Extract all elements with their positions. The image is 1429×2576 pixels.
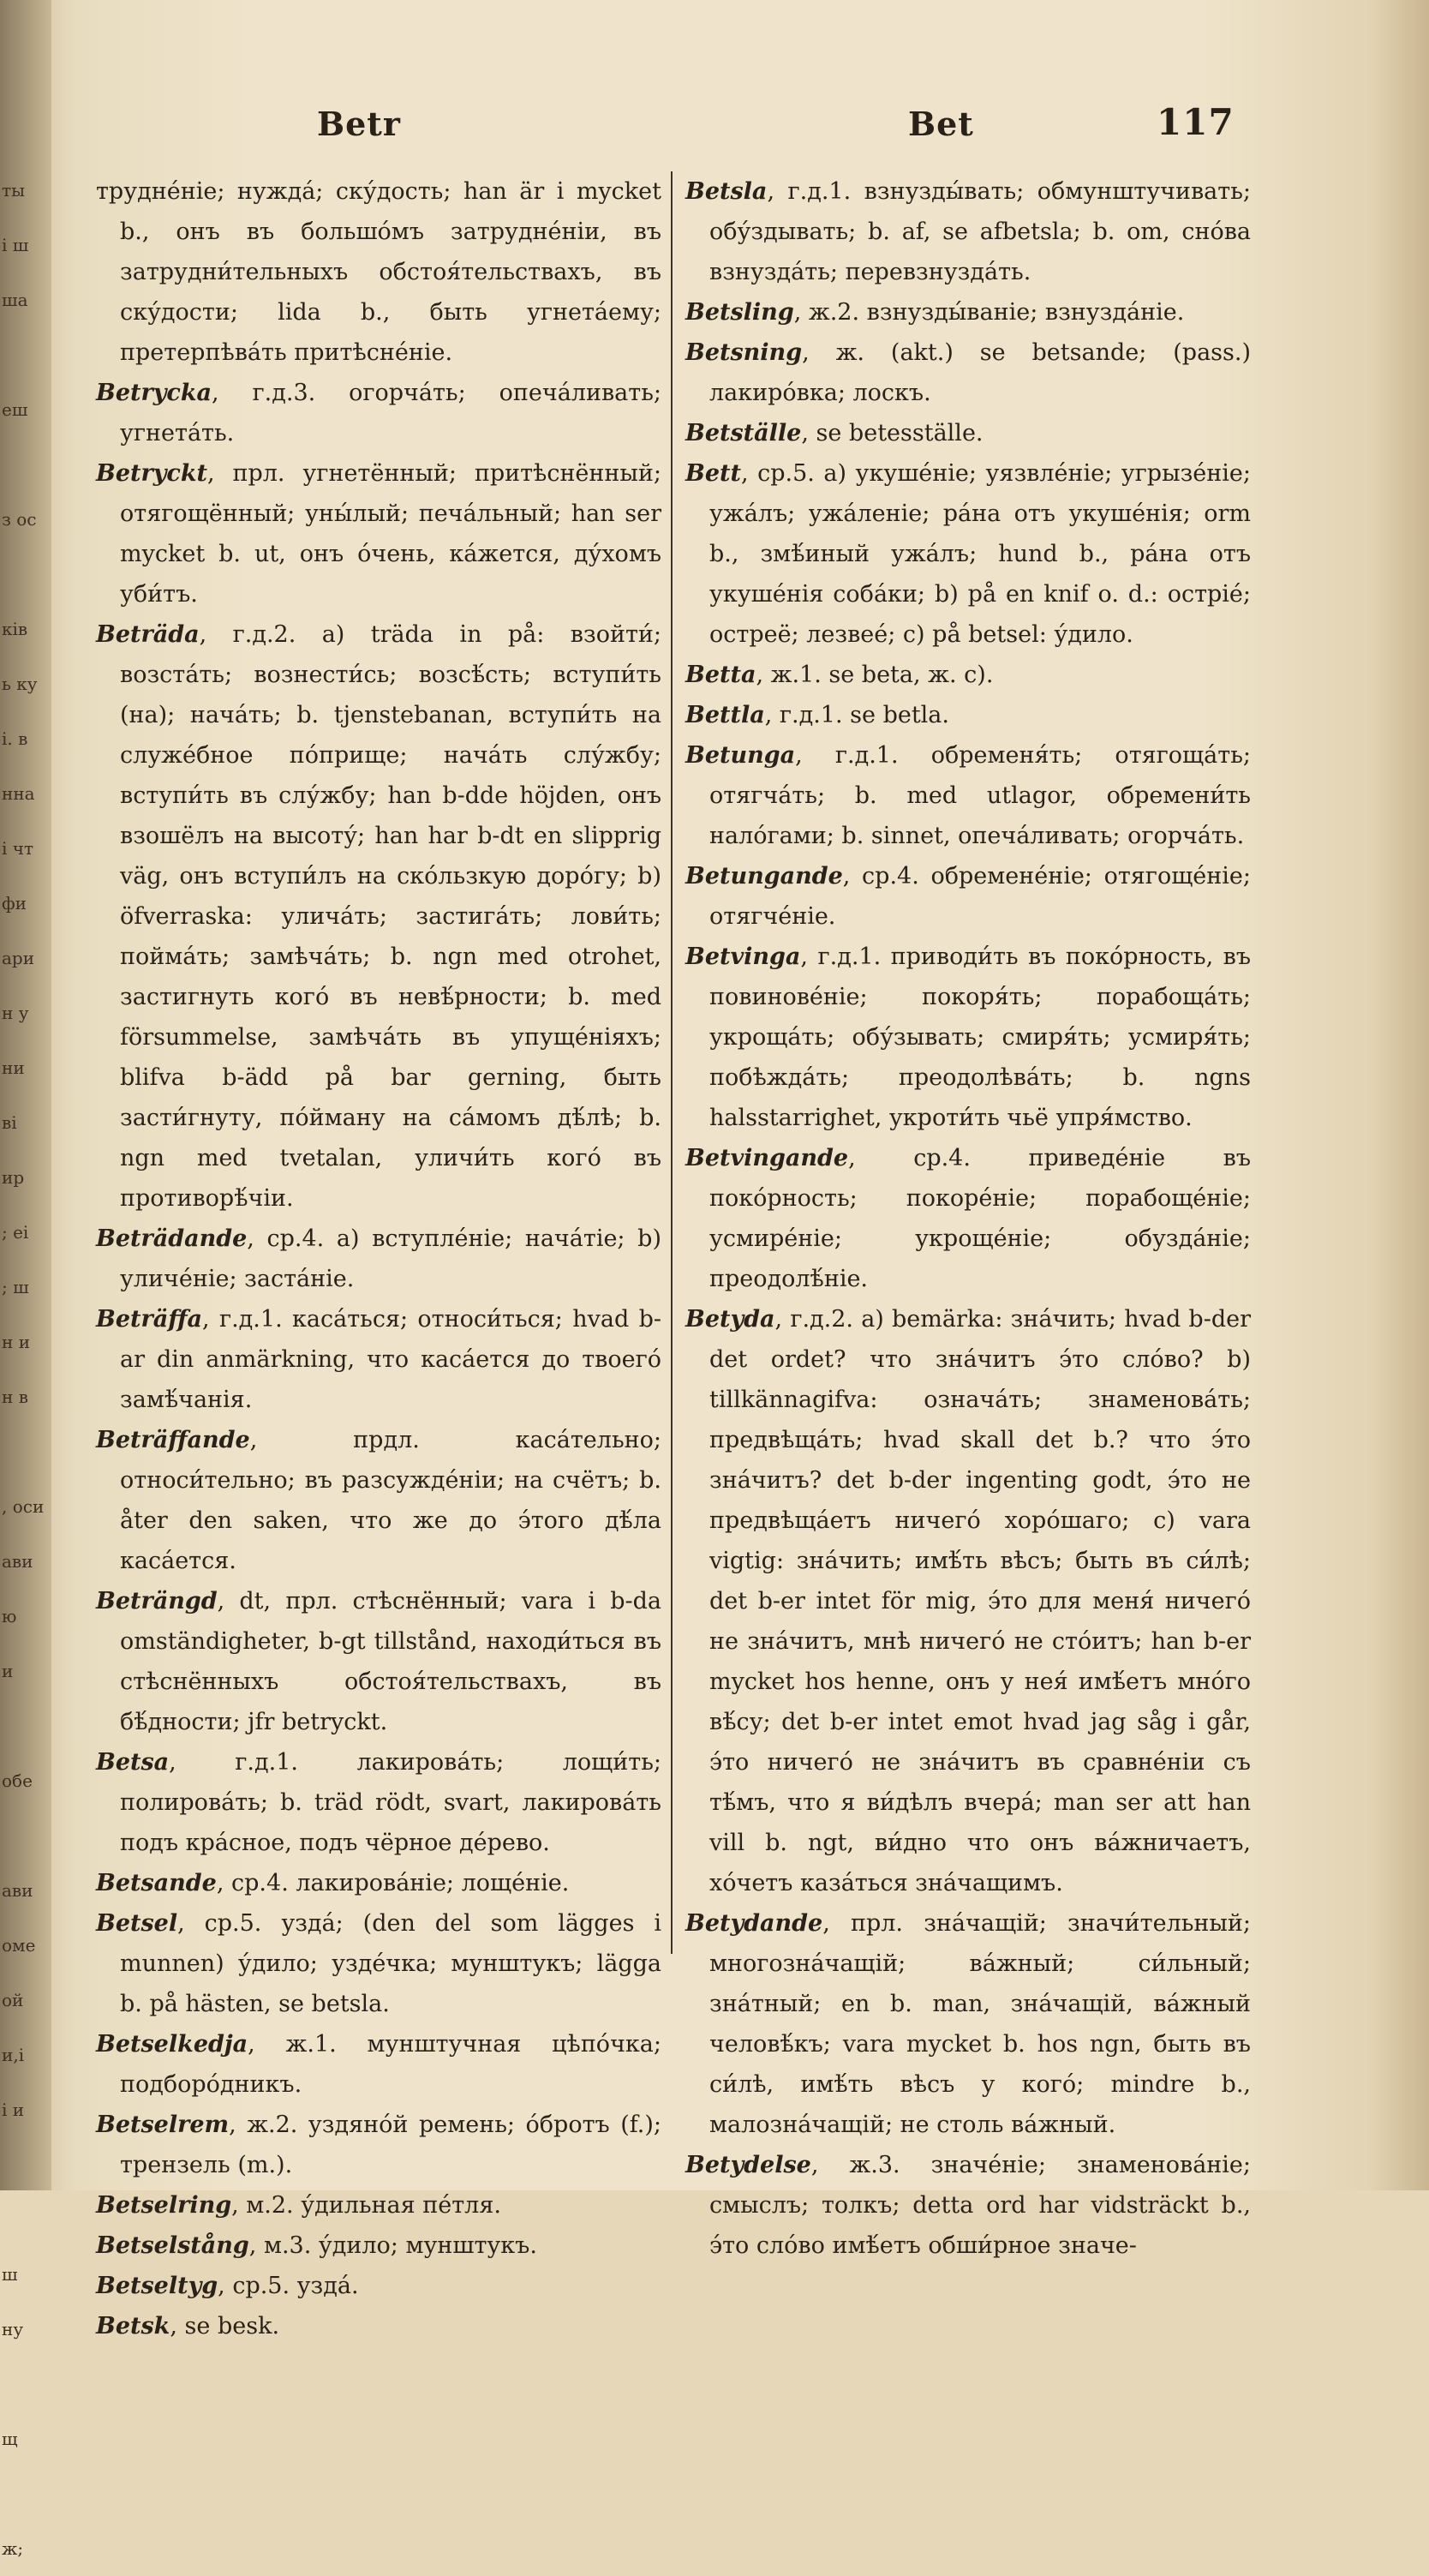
gutter-fragment: нна (2, 783, 35, 804)
headword: Betselkedja (96, 2031, 248, 2058)
page-number: 117 (1157, 101, 1235, 143)
headword: Beträngd (96, 1588, 218, 1614)
headword: Betrycka (96, 380, 212, 406)
headword: Betungande (685, 863, 843, 890)
headword: Betvingande (685, 1145, 849, 1171)
headword: Betvinga (685, 944, 801, 970)
gutter-fragment: ну (2, 2319, 24, 2339)
gutter-fragment: ві (2, 1112, 17, 1133)
column-divider (671, 171, 673, 1954)
gutter-fragment: щ (2, 2429, 18, 2449)
gutter-fragment: оме (2, 1935, 36, 1956)
dictionary-entry: Betsla, г.д.1. взнузды́вать; обмунштучивать; обу́здывать; b. af, se afbetsla; b. om, сно́ва взнузда́ть; перевзнузда́ть. (685, 178, 1251, 285)
headword: Betsa (96, 1749, 170, 1776)
gutter-fragment: ни (2, 1057, 25, 1078)
dictionary-entry: Betsning, ж. (akt.) se betsande; (pass.) лакиро́вка; лоскъ. (685, 339, 1251, 406)
dictionary-entry: Betselring, м.2. у́дильная пе́тля. (96, 2192, 501, 2219)
dictionary-entry: Betryckt, прл. угнетённый; притѣснённый; отягощённый; уны́лый; печа́льный; han ser mycket b. ut, онъ о́чень, ка́жется, ду́хомъ уби́тъ. (96, 460, 661, 608)
dictionary-entry: Betta, ж.1. se beta, ж. c). (685, 662, 994, 688)
dictionary-entry: Bett, ср.5. а) укуше́ніе; уязвле́ніе; угрызе́ніе; ужа́лъ; ужа́леніе; ра́на отъ укуше́нія; orm b., змѣ́иный ужа́лъ; hund b., ра́на отъ укуше́нія соба́ки; b) på en knif o. d.: остріе́; остреё; лезвее́; c) på betsel: у́дило. (685, 460, 1251, 648)
dictionary-entry: Beträffa, г.д.1. каса́ться; относи́ться; hvad b-ar din anmärkning, что каса́ется до твоего́ замѣ́чанія. (96, 1306, 661, 1413)
running-header (0, 96, 1429, 147)
headword: Betsel (96, 1910, 178, 1937)
gutter-fragment (2, 327, 50, 382)
gutter-fragment: і ш (2, 235, 29, 255)
gutter-fragment: і и (2, 2100, 25, 2120)
gutter-fragment: ь ку (2, 674, 38, 694)
dictionary-entry: Beträda, г.д.2. а) träda in på: взойти́; возста́ть; вознести́сь; возсѣ́сть; вступи́ть (на); нача́ть; b. tjenstebanan, вступи́ть на служе́бное по́прище; нача́ть слу́жбу; вступи́ть въ слу́жбу; han b-dde höjden, онъ взошёлъ на высоту́; han har b-dt en slipprig väg, онъ вступи́лъ на ско́льзкую доро́гу; b) öfverraska: улича́ть; застига́ть; лови́ть; пойма́ть; замѣча́ть; b. ngn med otrohet, застигнуть кого́ въ невѣ́рности; b. med försummelse, замѣча́ть въ упуще́ніяхъ; blifva b-ädd på bar gerning, быть засти́гнуту, по́йману на са́момъ дѣ́лѣ; b. ngn med tvetalan, уличи́ть кого́ въ противорѣ́чіи. (96, 621, 661, 1212)
headword: Betta (685, 662, 756, 688)
dictionary-entry: Betrycka, г.д.3. огорча́ть; опеча́ливать; угнета́ть. (96, 380, 661, 446)
gutter-fragment (2, 2192, 50, 2247)
dictionary-entry: Betyda, г.д.2. а) bemärka: зна́чить; hvad b-der det ordet? что зна́читъ э́то сло́во? b) tillkännagifva: означа́ть; знаменова́ть; предвѣща́ть; hvad skall det b.? что э́то зна́читъ? det b-der ingenting godt, э́то не предвѣща́етъ ничего́ хоро́шаго; c) vara vigtig: зна́чить; имѣ́ть вѣсъ; быть въ си́лѣ; det b-er intet för mig, э́то для меня́ ничего́ не зна́читъ, мнѣ ничего́ не сто́итъ; han b-er mycket hos henne, онъ у нея́ имѣ́етъ мно́го вѣ́су; det b-er intet emot hvad jag såg i går, э́то ничего́ не зна́читъ въ сравне́ніи съ тѣ́мъ, что я ви́дѣлъ вчера́; man ser att han vill b. ngt, ви́дно что онъ ва́жничаетъ, хо́четъ каза́ться зна́чащимъ. (685, 1306, 1251, 1896)
gutter-fragment: ш (2, 2264, 18, 2285)
dictionary-entry: Betsk, se besk. (96, 2313, 280, 2339)
gutter-fragment: з ос (2, 509, 37, 530)
gutter-fragment: ю (2, 1606, 17, 1626)
dictionary-entry: Betselkedja, ж.1. мунштучная цѣпо́чка; подборо́дникъ. (96, 2031, 661, 2098)
headword: Beträda (96, 621, 200, 648)
headword: Betsk (96, 2313, 170, 2339)
gutter-fragment: обе (2, 1770, 33, 1791)
gutter-fragment: і. в (2, 728, 28, 749)
dictionary-entry: Betunga, г.д.1. обременя́ть; отягоща́ть; отягча́ть; b. med utlagor, обремени́ть нало́гами; b. sinnet, опеча́ливать; огорча́ть. (685, 742, 1251, 849)
gutter-fragment: ша (2, 290, 28, 310)
header-right-guideword: Bet (908, 105, 974, 143)
left-column (96, 171, 661, 2346)
dictionary-entry: Betsling, ж.2. взнузды́ваніе; взнузда́ніе. (685, 299, 1185, 326)
dictionary-entry: Betselstång, м.3. у́дило; мунштукъ. (96, 2232, 537, 2259)
headword: Beträdande (96, 1225, 248, 1252)
previous-page-edge (0, 0, 51, 2559)
dictionary-entry: Betvingande, ср.4. приведе́ніе въ поко́рность; покоре́ніе; порабоще́ніе; усмире́ніе; укроще́ніе; обузда́ніе; преодолѣ́ніе. (685, 1145, 1251, 1292)
gutter-fragment: н и (2, 1332, 31, 1352)
dictionary-entry: Betungande, ср.4. обремене́ніе; отягоще́ніе; отягче́ніе. (685, 863, 1251, 930)
headword: Betselrem (96, 2112, 230, 2138)
dictionary-entry: Betselrem, ж.2. уздяно́й ремень; о́бротъ (f.); трензель (m.). (96, 2112, 661, 2178)
gutter-fragment: ир (2, 1167, 25, 1188)
gutter-fragment: і чт (2, 838, 34, 859)
headword: Betydande (685, 1910, 823, 1937)
gutter-fragment: ків (2, 619, 28, 639)
headword: Betsning (685, 339, 803, 366)
gutter-fragment: и,і (2, 2045, 25, 2065)
gutter-fragment (2, 547, 50, 602)
dictionary-entry: Beträdande, ср.4. а) вступле́ніе; нача́тіе; b) уличе́ніе; заста́ніе. (96, 1225, 661, 1292)
gutter-fragment: ; еі (2, 1222, 29, 1243)
headword: Betryckt (96, 460, 208, 487)
gutter-fragment: ави (2, 1880, 33, 1901)
dictionary-entry: Betställe, se betesställe. (685, 420, 984, 446)
gutter-fragment (2, 1808, 50, 1863)
gutter-fragment: ави (2, 1551, 33, 1572)
gutter-fragment: н у (2, 1003, 29, 1023)
gutter-fragment (2, 437, 50, 492)
gutter-fragment: ж; (2, 2538, 24, 2559)
headword: Betydelse (685, 2152, 811, 2178)
gutter-fragment (2, 2357, 50, 2411)
dictionary-entry: Betsande, ср.4. лакирова́ніе; лоще́ніе. (96, 1870, 570, 1896)
dictionary-entry: Betsa, г.д.1. лакирова́ть; лощи́ть; полирова́ть; b. träd rödt, svart, лакирова́ть подъ кра́сное, подъ чёрное де́рево. (96, 1749, 661, 1856)
dictionary-entry: Betsel, ср.5. узда́; (den del som lägges i munnen) у́дило; узде́чка; мунштукъ; lägga b. på hästen, se betsla. (96, 1910, 661, 2017)
gutter-fragment: ой (2, 1990, 24, 2010)
gutter-fragment (2, 2466, 50, 2521)
headword: Betsla (685, 178, 768, 205)
headword: Bett (685, 460, 741, 487)
dictionary-entry: Betydande, прл. зна́чащій; значи́тельный; многозна́чащій; ва́жный; си́льный; зна́тный; en b. man, зна́чащій, ва́жный человѣ́къ; vara mycket b. hos ngn, быть въ си́лѣ, имѣ́ть вѣсъ у кого́; mindre b., малозна́чащій; не столь ва́жный. (685, 1910, 1251, 2138)
gutter-fragment: н в (2, 1387, 28, 1407)
gutter-fragment: фи (2, 893, 27, 914)
gutter-text (2, 163, 50, 2576)
headword: Beträffa (96, 1306, 203, 1333)
headword: Betsande (96, 1870, 217, 1896)
gutter-fragment: ты (2, 180, 25, 201)
headword: Beträffande (96, 1427, 250, 1453)
gutter-fragment: ари (2, 948, 35, 968)
dictionary-entry: Beträngd, dt, прл. стѣснённый; vara i b-da omständigheter, b-gt tillstånd, находи́ться въ стѣснённыхъ обстоя́тельствахъ, въ бѣ́дности; jfr betryckt. (96, 1588, 661, 1735)
dictionary-entry: Betvinga, г.д.1. приводи́ть въ поко́рность, въ повинове́ніе; покоря́ть; порабоща́ть; укроща́ть; обу́зывать; смиря́ть; усмиря́ть; побѣжда́ть; преодолѣва́ть; b. ngns halsstarrighet, укроти́ть чьё упря́мство. (685, 944, 1251, 1131)
right-column (685, 171, 1251, 2266)
dictionary-entry: Betydelse, ж.3. значе́ніе; знаменова́ніе; смыслъ; толкъ; detta ord har vidsträckt b., э́то сло́во имѣ́етъ обши́рное значе- (685, 2152, 1251, 2259)
headword: Betyda (685, 1306, 775, 1333)
headword: Bettla (685, 702, 765, 728)
headword: Betställe (685, 420, 802, 446)
headword: Betselstång (96, 2232, 249, 2259)
gutter-fragment (2, 2137, 50, 2192)
gutter-fragment: и (2, 1661, 14, 1681)
gutter-fragment: еш (2, 399, 28, 420)
gutter-fragment: ; ш (2, 1277, 29, 1297)
gutter-fragment (2, 1698, 50, 1753)
dictionary-entry: трудне́ніе; нужда́; ску́дость; han är i mycket b., онъ въ большо́мъ затрудне́ніи, въ затрудни́тельныхъ обстоя́тельствахъ, въ ску́дости; lida b., быть угнета́ему; претерпѣва́ть притѣсне́ніе. (96, 178, 661, 366)
header-left-guideword: Betr (317, 105, 401, 143)
headword: Betselring (96, 2192, 232, 2219)
dictionary-entry: Bettla, г.д.1. se betla. (685, 702, 949, 728)
headword: Betunga (685, 742, 796, 769)
dictionary-entry: Beträffande, прдл. каса́тельно; относи́тельно; въ разсужде́ніи; на счётъ; b. åter den saken, что же до э́того дѣ́ла каса́ется. (96, 1427, 661, 1574)
dictionary-entry: Betseltyg, ср.5. узда́. (96, 2273, 359, 2299)
headword: Betseltyg (96, 2273, 218, 2299)
gutter-fragment: , оси (2, 1496, 45, 1517)
gutter-fragment (2, 1424, 50, 1479)
headword: Betsling (685, 299, 794, 326)
